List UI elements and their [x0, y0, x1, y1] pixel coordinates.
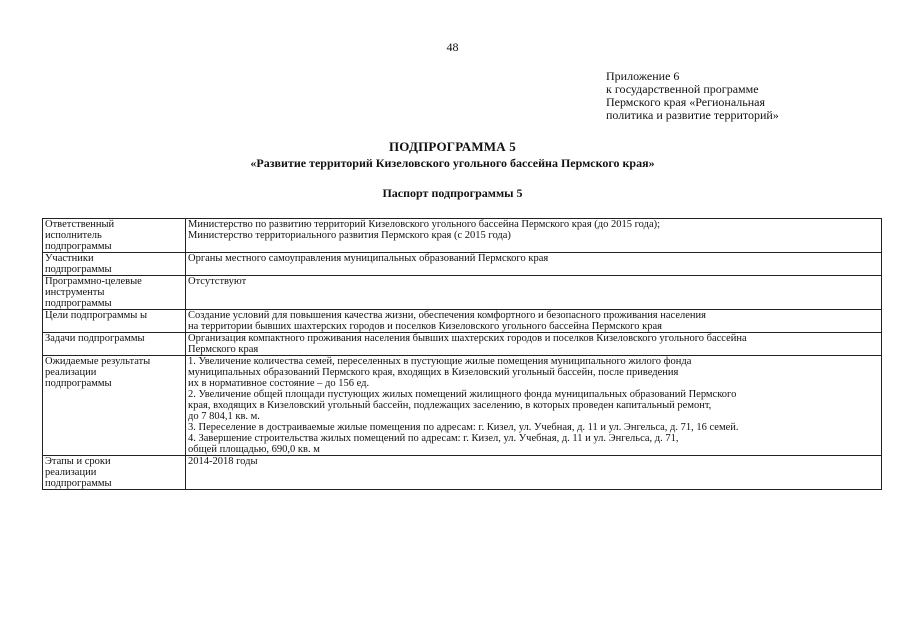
row-content [186, 333, 882, 356]
row-content-line: Создание условий для повышения качества жизни, обеспечения комфортного и безопасного проживания населения [188, 310, 706, 321]
row-content-line: края, входящих в Кизеловский угольный бассейн, подлежащих заселению, в которых проведен капитальный ремонт, [188, 400, 712, 411]
row-label-line: подпрограммы [45, 264, 112, 275]
row-label-line: исполнитель [45, 230, 102, 241]
passport-title: Паспорт подпрограммы 5 [382, 186, 523, 200]
row-content-line: до 7 804,1 кв. м. [188, 411, 260, 422]
appendix-note [606, 70, 779, 122]
row-content [186, 253, 882, 276]
passport-table [42, 218, 882, 490]
table-row [43, 456, 882, 490]
row-label [43, 310, 186, 333]
row-label-line: реализации [45, 367, 97, 378]
row-label-line: подпрограммы [45, 241, 112, 252]
row-label [43, 219, 186, 253]
table-row [43, 310, 882, 333]
row-content-line: Министерство по развитию территорий Кизеловского угольного бассейна Пермского края (до 2015 года); [188, 219, 661, 230]
row-label-line: инструменты [45, 287, 105, 298]
row-content-line: 1. Увеличение количества семей, переселенных в пустующие жилые помещения муниципального жилого фонда [188, 356, 692, 367]
row-label-line: реализации [45, 467, 97, 478]
row-label [43, 276, 186, 310]
row-label-line: Задачи подпрограммы [45, 333, 145, 344]
row-content [186, 356, 882, 456]
row-content [186, 219, 882, 253]
table-row [43, 219, 882, 253]
table-row [43, 333, 882, 356]
row-label-line: подпрограммы [45, 378, 112, 389]
page-number: 48 [446, 40, 459, 54]
row-content-line: Организация компактного проживания населения бывших шахтерских городов и поселков Кизеловского угольного бассейна [188, 333, 747, 344]
row-content-line: 3. Переселение в достраиваемые жилые помещения по адресам: г. Кизел, ул. Учебная, д. 11 и ул. Энгельса, д. 71, 16 семей. [188, 422, 739, 433]
row-content-line: Министерство территориального развития Пермского края (с 2015 года) [188, 230, 511, 241]
row-content [186, 456, 882, 490]
row-label-line: подпрограммы [45, 298, 112, 309]
appendix-line: Приложение 6 [606, 69, 680, 83]
row-content-line: Органы местного самоуправления муниципальных образований Пермского края [188, 253, 549, 264]
row-content-line: на территории бывших шахтерских городов и поселков Кизеловского угольного бассейна Пермского края [188, 321, 662, 332]
table-row [43, 356, 882, 456]
row-label [43, 356, 186, 456]
row-label-line: Этапы и сроки [45, 456, 111, 467]
row-content-line: общей площадью, 690,0 кв. м [188, 444, 320, 455]
subprogram-title: ПОДПРОГРАММА 5 [388, 139, 517, 154]
row-content-line: 4. Завершение строительства жилых помещений по адресам: г. Кизел, ул. Учебная, д. 11 и ул. Энгельса, д. 71, [188, 433, 679, 444]
row-content [186, 276, 882, 310]
row-label-line: Ожидаемые результаты [45, 356, 151, 367]
table-row [43, 276, 882, 310]
appendix-line: к государственной программе [606, 82, 759, 96]
row-content-line: Отсутствуют [188, 276, 247, 287]
row-label-line: подпрограммы [45, 478, 112, 489]
row-label [43, 333, 186, 356]
row-label-line: Программно-целевые [45, 276, 142, 287]
subprogram-subtitle: «Развитие территорий Кизеловского угольного бассейна Пермского края» [250, 156, 655, 170]
row-content-line: Пермского края [188, 344, 259, 355]
row-label [43, 253, 186, 276]
row-label-line: Ответственный [45, 219, 115, 230]
row-content-line: 2. Увеличение общей площади пустующих жилых помещений жилищного фонда муниципальных образований Пермского [188, 389, 737, 400]
table-row [43, 253, 882, 276]
row-content-line: муниципальных образований Пермского края, входящих в Кизеловский угольный бассейн, после приведения [188, 367, 679, 378]
row-content [186, 310, 882, 333]
row-label [43, 456, 186, 490]
row-label-line: Цели подпрограммы ы [45, 310, 147, 321]
row-label-line: Участники [45, 253, 94, 264]
appendix-line: политика и развитие территорий» [606, 108, 779, 122]
row-content-line: 2014-2018 годы [188, 456, 258, 467]
appendix-line: Пермского края «Региональная [606, 95, 766, 109]
row-content-line: их в нормативное состояние – до 156 ед. [188, 378, 370, 389]
